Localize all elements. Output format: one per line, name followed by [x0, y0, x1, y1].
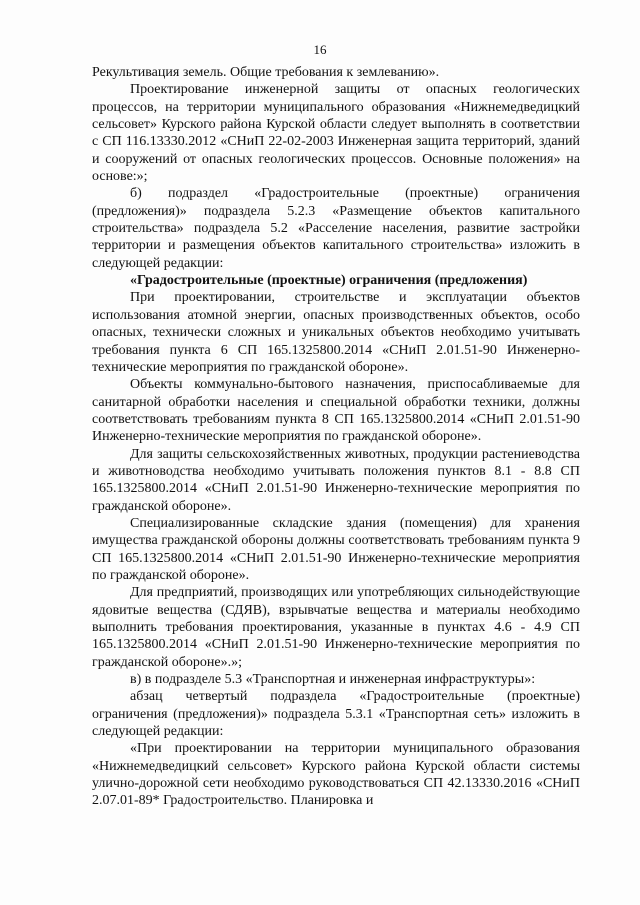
paragraph-2: Проектирование инженерной защиты от опасных геологических процессов, на территории муниципального образования «Нижнемедведицкий сельсовет» Курского района Курской области следует выполнять в соответствии с СП 116.13330.2012 «СНиП 22-02-2003 Инженерная защита территорий, зданий и сооружений от опасных геологических процессов. Основные положения» на основе:»;	[92, 82, 580, 185]
paragraph-10: в) в подразделе 5.3 «Транспортная и инженерная инфраструктуры»:	[130, 672, 536, 688]
paragraph-12: «При проектировании на территории муниципального образования «Нижнемедведицкий сельсовет» Курского района Курской области системы улично-дорожной сети необходимо руководствоваться СП 42.13330.2016 «СНиП 2.07.01-89* Градостроительство. Планировка и	[92, 741, 580, 809]
section-heading: «Градостроительные (проектные) ограничения (предложения)	[130, 273, 528, 289]
paragraph-6: Объекты коммунально-бытового назначения, приспосабливаемые для санитарной обработки населения и специальной обработки техники, должны соответствовать требованиям пункта 8 СП 165.1325800.2014 «СНиП 2.01.51-90 Инженерно-технические мероприятия по гражданской обороне».	[92, 377, 580, 445]
page-number: 16	[313, 42, 327, 57]
paragraph-7: Для защиты сельскохозяйственных животных, продукции растениеводства и животноводства необходимо учитывать положения пунктов 8.1 - 8.8 СП 165.1325800.2014 «СНиП 2.01.51-90 Инженерно-технические мероприятия по гражданской обороне».	[92, 446, 580, 514]
paragraph-3: б) подраздел «Градостроительные (проектные) ограничения (предложения)» подраздела 5.2.3 «Размещение объектов капитального строительства» подраздела 5.2 «Расселение населения, развитие застройки территории и размещения объектов капитального строительства» изложить в следующей редакции:	[92, 186, 580, 271]
paragraph-9: Для предприятий, производящих или употребляющих сильнодействующие ядовитые вещества (СДЯВ), взрывчатые вещества и материалы необходимо выполнить требования проектирования, указанные в пунктах 4.6 - 4.9 СП 165.1325800.2014 «СНиП 2.01.51-90 Инженерно-технические мероприятия по гражданской обороне».»;	[92, 585, 580, 670]
document-body	[92, 64, 580, 810]
paragraph-8: Специализированные складские здания (помещения) для хранения имущества гражданской обороны должны соответствовать требованиям пункта 9 СП 165.1325800.2014 «СНиП 2.01.51-90 Инженерно-технические мероприятия по гражданской обороне».	[92, 515, 580, 583]
paragraph-11: абзац четвертый подраздела «Градостроительные (проектные) ограничения (предложения)» подраздела 5.3.1 «Транспортная сеть» изложить в следующей редакции:	[92, 689, 580, 740]
paragraph-1: Рекультивация земель. Общие требования к землеванию».	[92, 65, 440, 80]
paragraph-5: При проектировании, строительстве и эксплуатации объектов использования атомной энергии, опасных производственных объектов, особо опасных, технически сложных и уникальных объектов необходимо учитывать требования пункта 6 СП 165.1325800.2014 «СНиП 2.01.51-90 Инженерно-технические мероприятия по гражданской обороне».	[92, 290, 580, 375]
